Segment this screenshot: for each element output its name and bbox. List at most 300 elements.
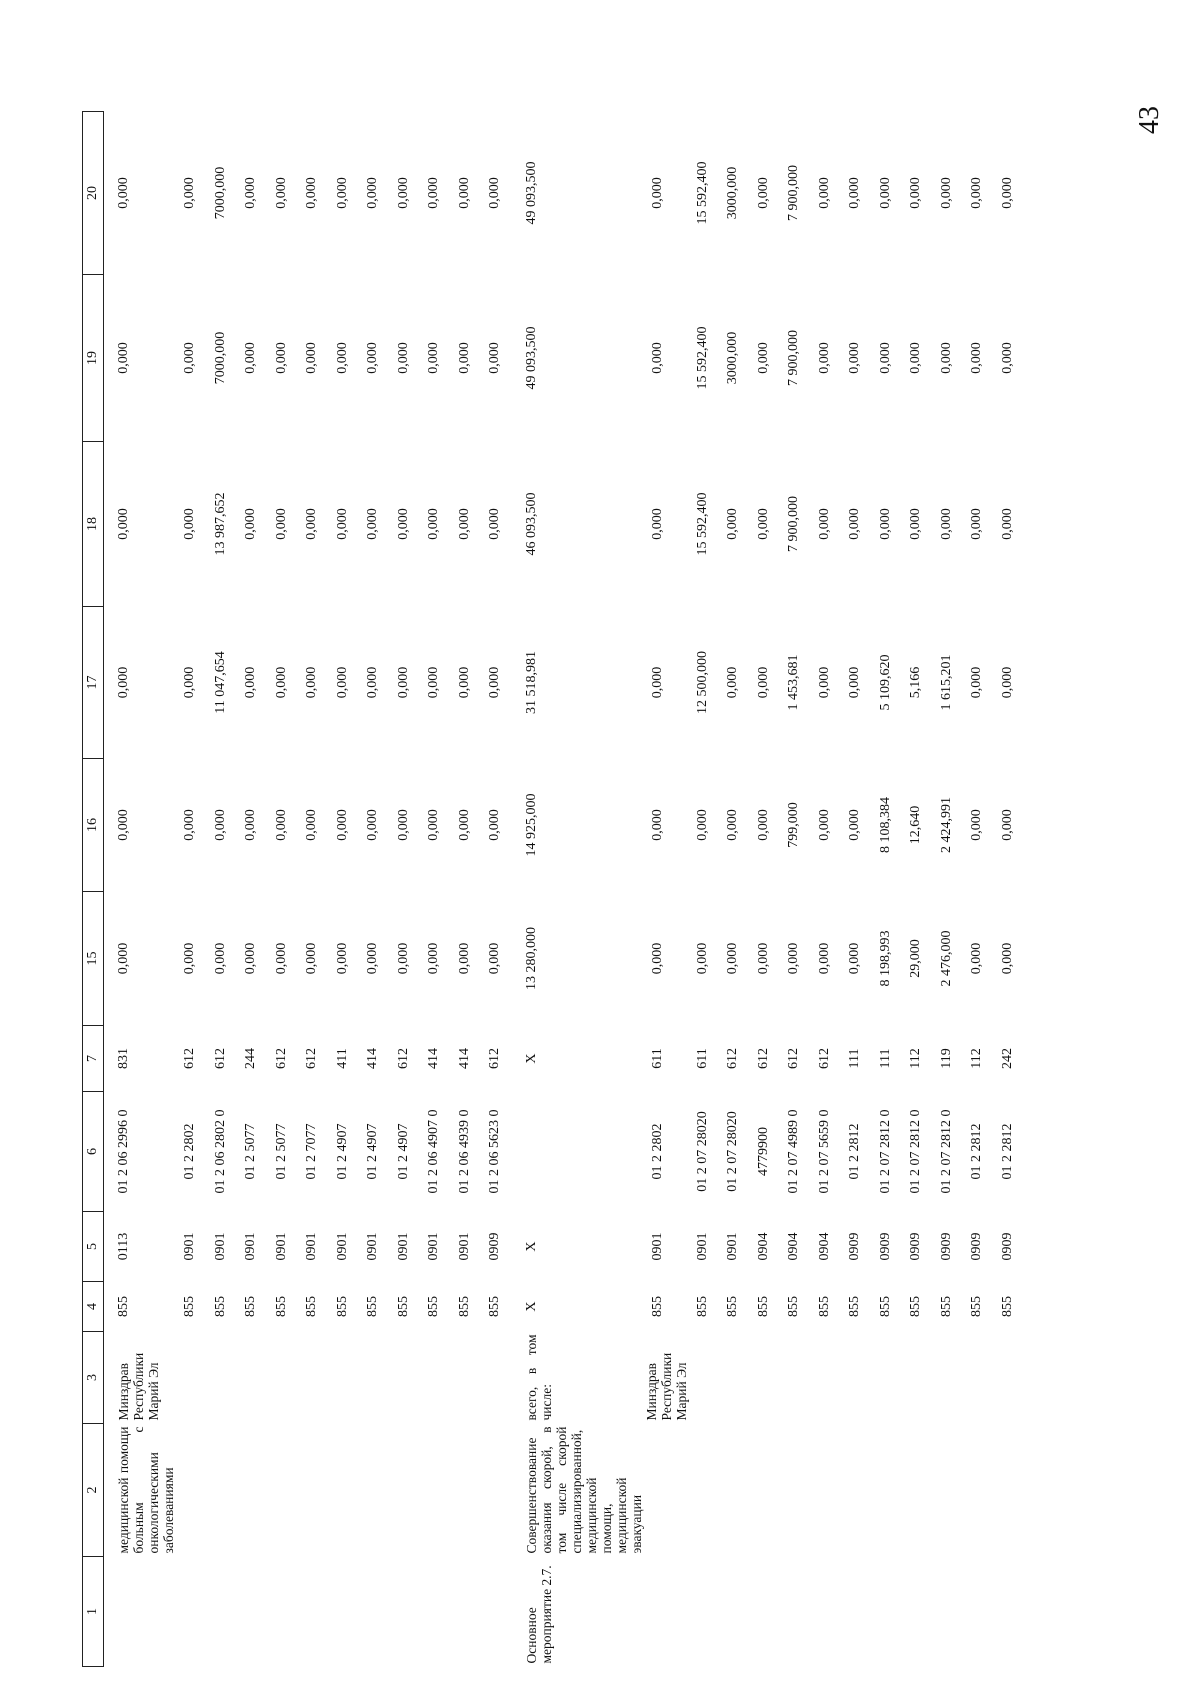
year-16-cell: 14 925,000 [523,793,539,857]
grbs-cell: 855 [116,1296,131,1317]
grbs-cell: 855 [212,1296,228,1317]
column-header: 6 [83,1092,104,1212]
expense-type-cell: 612 [786,1048,801,1069]
header-row [83,112,104,1667]
column-header: 5 [83,1212,104,1282]
executor-cell [933,1332,964,1424]
grbs-cell: 855 [938,1296,954,1317]
year-16-cell: 0,000 [755,809,771,841]
year-17-cell: 5,166 [908,666,923,699]
description-cell [329,1424,360,1557]
activity-cell [780,1557,811,1667]
year-17-cell: 0,000 [969,666,984,699]
activity-cell [237,1557,268,1667]
year-17-cell: 12 500,000 [694,651,710,714]
target-article-cell: 01 2 06 4907 0 [426,1109,441,1194]
table-row [750,112,781,1667]
target-article-cell: 01 2 2812 [969,1123,984,1180]
year-18-cell: 0,000 [847,508,862,540]
year-16-cell: 2 424,991 [938,797,954,853]
year-18-cell: 0,000 [182,508,197,540]
year-17-cell: 0,000 [334,666,350,699]
year-19-cell: 0,000 [334,342,350,374]
year-15-cell: 0,000 [999,942,1015,975]
description-cell: Совершенствование оказания скорой, в том числе скорой специализированной, медицинской помощи, медицинской эвакуации [523,1426,644,1554]
year-19-cell: 0,000 [365,342,380,374]
activity-cell [298,1557,329,1667]
executor-cell: Минздрав Республики Марий Эл [643,1352,689,1421]
section-cell: 0901 [725,1232,740,1261]
column-header: 3 [83,1332,104,1424]
year-17-cell: 11 047,654 [212,651,228,714]
executor-cell [811,1332,842,1424]
year-19-cell: 0,000 [847,342,862,374]
year-16-cell: 0,000 [725,809,740,841]
year-16-cell: 0,000 [334,809,350,841]
executor-cell [963,1332,994,1424]
column-header: 4 [83,1282,104,1332]
year-18-cell: 0,000 [395,508,411,540]
executor-cell [451,1332,482,1424]
activity-cell: Основное мероприятие 2.7. [523,1565,554,1664]
table-row [268,112,299,1667]
year-15-cell: 0,000 [395,942,411,975]
activity-cell [994,1557,1025,1667]
year-17-cell: 0,000 [365,666,380,699]
year-16-cell: 0,000 [212,809,228,841]
year-19-cell: 0,000 [908,342,923,374]
year-20-cell: 0,000 [243,177,258,209]
year-20-cell: 0,000 [969,177,984,209]
year-15-cell: 0,000 [755,942,771,975]
year-17-cell: 31 518,981 [523,651,539,714]
year-20-cell: 0,000 [877,177,893,209]
year-18-cell: 0,000 [755,508,771,540]
year-19-cell: 0,000 [487,342,502,374]
executor-cell [298,1332,329,1424]
expense-type-cell: 612 [755,1048,771,1069]
description-cell [451,1424,482,1557]
expense-type-cell: 831 [116,1048,131,1069]
target-article-cell: 01 2 06 2996 0 [116,1109,131,1194]
year-20-cell: 0,000 [116,177,131,209]
year-19-cell: 0,000 [755,342,771,374]
year-20-cell: 0,000 [456,177,472,209]
column-header: 17 [83,607,104,759]
year-16-cell: 0,000 [816,809,832,841]
year-19-cell: 0,000 [395,342,411,374]
grbs-cell: 855 [694,1296,710,1317]
expense-type-cell: 612 [487,1048,502,1069]
table-row [994,112,1025,1667]
expense-type-cell: 111 [847,1048,862,1069]
executor-cell [329,1332,360,1424]
year-17-cell: 0,000 [273,666,289,699]
description-cell [750,1424,781,1557]
description-cell [420,1424,451,1557]
year-19-cell: 0,000 [938,342,954,374]
grbs-cell: 855 [649,1296,665,1317]
year-16-cell: 0,000 [456,809,472,841]
year-15-cell: 0,000 [816,942,832,975]
year-17-cell: 0,000 [395,666,411,699]
activity-cell [359,1557,390,1667]
table-row [780,112,811,1667]
year-19-cell: 0,000 [649,342,665,374]
target-article-cell: 01 2 2812 [999,1123,1015,1180]
table-row [933,112,964,1667]
description-cell [872,1424,903,1557]
description-cell [176,1424,207,1557]
year-17-cell: 0,000 [182,666,197,699]
year-18-cell: 0,000 [334,508,350,540]
target-article-cell: 01 2 4907 [365,1123,380,1180]
year-16-cell: 0,000 [649,809,665,841]
expense-type-cell: 119 [938,1048,954,1069]
column-header: 15 [83,892,104,1026]
expense-type-cell: 612 [395,1048,411,1069]
year-15-cell: 0,000 [365,942,380,975]
expense-type-cell: 242 [999,1048,1015,1069]
activity-cell [963,1557,994,1667]
grbs-cell: 855 [999,1296,1015,1317]
target-article-cell: 4779900 [755,1127,771,1176]
table-body [104,112,1025,1667]
year-20-cell: 15 592,400 [694,161,710,225]
activity-cell [841,1557,872,1667]
description-cell [689,1424,720,1557]
grbs-cell: 855 [877,1296,893,1317]
target-article-cell: 01 2 07 2812 0 [938,1109,954,1194]
column-header: 18 [83,442,104,607]
section-cell: 0909 [938,1232,954,1261]
activity-cell [420,1557,451,1667]
activity-cell [933,1557,964,1667]
executor-cell [176,1332,207,1424]
activity-cell [481,1557,512,1667]
year-19-cell: 0,000 [969,342,984,374]
table-row [481,112,512,1667]
executor-cell [994,1332,1025,1424]
year-15-cell: 2 476,000 [938,930,954,987]
activity-cell [268,1557,299,1667]
target-article-cell: 01 2 2802 [182,1123,197,1180]
activity-cell [329,1557,360,1667]
year-20-cell: 0,000 [273,177,289,209]
column-header: 2 [83,1424,104,1557]
target-article-cell: 01 2 2812 [847,1123,862,1180]
description-cell [933,1424,964,1557]
year-18-cell: 15 592,400 [694,492,710,556]
grbs-cell: X [523,1301,539,1312]
year-15-cell: 0,000 [456,942,472,975]
year-19-cell: 0,000 [116,342,131,374]
year-17-cell: 0,000 [847,666,862,699]
grbs-cell: 855 [456,1296,472,1317]
table-row [104,112,177,1667]
year-16-cell: 0,000 [999,809,1015,841]
grbs-cell: 855 [969,1296,984,1317]
activity-cell [902,1557,933,1667]
executor-cell [420,1332,451,1424]
section-cell: 0909 [999,1232,1015,1261]
section-cell: 0901 [426,1232,441,1261]
table-row [207,112,238,1667]
description-cell [237,1424,268,1557]
column-header: 7 [83,1026,104,1092]
executor-cell [359,1332,390,1424]
grbs-cell: 855 [304,1296,319,1317]
section-cell: 0904 [755,1232,771,1261]
table-row [420,112,451,1667]
year-15-cell: 29,000 [908,939,923,978]
section-cell: 0909 [908,1232,923,1261]
section-cell: X [523,1241,539,1252]
grbs-cell: 855 [334,1296,350,1317]
target-article-cell: 01 2 06 4939 0 [456,1109,472,1194]
year-15-cell: 0,000 [649,942,665,975]
year-15-cell: 0,000 [426,942,441,975]
year-19-cell: 49 093,500 [523,326,539,390]
table-row [644,112,689,1667]
year-15-cell: 0,000 [334,942,350,975]
activity-cell [390,1557,421,1667]
section-cell: 0904 [816,1232,832,1261]
column-header: 16 [83,759,104,892]
target-article-cell: 01 2 2802 [649,1123,665,1180]
section-cell: 0901 [395,1232,411,1261]
year-16-cell: 0,000 [273,809,289,841]
year-17-cell: 5 109,620 [877,654,893,711]
activity-cell [689,1557,720,1667]
grbs-cell: 855 [273,1296,289,1317]
description-cell [719,1424,750,1557]
year-15-cell: 0,000 [847,942,862,975]
table-row [841,112,872,1667]
year-20-cell: 0,000 [365,177,380,209]
year-19-cell: 0,000 [426,342,441,374]
grbs-cell: 855 [365,1296,380,1317]
year-15-cell: 13 280,000 [523,927,539,990]
executor-cell [207,1332,238,1424]
year-15-cell: 0,000 [212,942,228,975]
year-20-cell: 7000,000 [212,166,228,220]
expense-type-cell: 612 [816,1048,832,1069]
year-15-cell: 0,000 [273,942,289,975]
year-20-cell: 0,000 [847,177,862,209]
section-cell: 0901 [182,1232,197,1261]
year-16-cell: 0,000 [395,809,411,841]
activity-cell [207,1557,238,1667]
target-article-cell: 01 2 07 2812 0 [908,1109,923,1194]
year-16-cell: 0,000 [243,809,258,841]
target-article-cell: 01 2 07 4989 0 [786,1109,801,1194]
section-cell: 0901 [243,1232,258,1261]
year-18-cell: 0,000 [456,508,472,540]
year-17-cell: 0,000 [243,666,258,699]
table-row [512,112,644,1667]
year-16-cell: 0,000 [116,809,131,841]
table-row [176,112,207,1667]
executor-cell [268,1332,299,1424]
column-header: 1 [83,1557,104,1667]
year-16-cell: 0,000 [694,809,710,841]
year-19-cell: 3000,000 [725,331,740,385]
activity-cell [750,1557,781,1667]
year-19-cell: 7000,000 [212,331,228,385]
description-cell [841,1424,872,1557]
executor-cell [719,1332,750,1424]
section-cell: 0901 [694,1232,710,1261]
year-18-cell: 0,000 [908,508,923,540]
table-row [719,112,750,1667]
expense-type-cell: 612 [304,1048,319,1069]
year-19-cell: 0,000 [243,342,258,374]
target-article-cell [512,1092,644,1212]
target-article-cell: 01 2 06 2802 0 [212,1109,228,1194]
year-18-cell: 0,000 [969,508,984,540]
description-cell [298,1424,329,1557]
description-cell [963,1424,994,1557]
year-20-cell: 0,000 [304,177,319,209]
year-17-cell: 0,000 [456,666,472,699]
activity-cell [719,1557,750,1667]
section-cell: 0904 [786,1232,801,1261]
year-19-cell: 0,000 [877,342,893,374]
target-article-cell: 01 2 07 2812 0 [877,1109,893,1194]
description-cell [644,1424,689,1557]
executor-cell: Минздрав Республики Марий Эл [116,1352,161,1421]
activity-cell [644,1557,689,1667]
description-cell [207,1424,238,1557]
year-18-cell: 46 093,500 [523,492,539,556]
year-16-cell: 0,000 [847,809,862,841]
year-17-cell: 0,000 [649,666,665,699]
year-17-cell: 0,000 [725,666,740,699]
grbs-cell: 855 [243,1296,258,1317]
year-20-cell: 0,000 [908,177,923,209]
year-17-cell: 0,000 [999,666,1015,699]
table-row [298,112,329,1667]
executor-cell [481,1332,512,1424]
section-cell: 0901 [212,1232,228,1261]
table-row [329,112,360,1667]
target-article-cell: 01 2 7077 [304,1123,319,1180]
year-18-cell: 0,000 [426,508,441,540]
table-row [237,112,268,1667]
description-cell [994,1424,1025,1557]
year-16-cell: 0,000 [969,809,984,841]
grbs-cell: 855 [395,1296,411,1317]
section-cell: 0901 [365,1232,380,1261]
description-cell [902,1424,933,1557]
expense-type-cell: 414 [456,1048,472,1069]
grbs-cell: 855 [426,1296,441,1317]
executor-cell [902,1332,933,1424]
year-20-cell: 0,000 [649,177,665,209]
year-17-cell: 0,000 [755,666,771,699]
year-20-cell: 0,000 [182,177,197,209]
section-cell: 0909 [877,1232,893,1261]
expense-type-cell: 112 [908,1048,923,1069]
year-17-cell: 1 615,201 [938,654,954,711]
year-20-cell: 0,000 [816,177,832,209]
year-18-cell: 13 987,652 [212,492,228,556]
section-cell: 0909 [969,1232,984,1261]
year-19-cell: 7 900,000 [786,330,801,386]
target-article-cell: 01 2 4907 [334,1123,350,1180]
expense-type-cell: 612 [212,1048,228,1069]
expense-type-cell: 411 [334,1048,350,1069]
year-20-cell: 0,000 [938,177,954,209]
executor-cell [689,1332,720,1424]
description-cell: медицинской помощи больным с онкологическими заболеваниями [116,1426,176,1554]
year-15-cell: 0,000 [116,942,131,975]
year-18-cell: 0,000 [649,508,665,540]
target-article-cell: 01 2 5077 [243,1123,258,1180]
year-20-cell: 7 900,000 [786,165,801,221]
page-number: 43 [1134,106,1165,134]
grbs-cell: 855 [182,1296,197,1317]
year-16-cell: 0,000 [487,809,502,841]
expense-type-cell: 414 [365,1048,380,1069]
year-19-cell: 0,000 [182,342,197,374]
year-17-cell: 0,000 [426,666,441,699]
expense-type-cell: 611 [649,1048,665,1069]
year-15-cell: 0,000 [786,942,801,975]
target-article-cell: 01 2 07 5659 0 [816,1109,832,1194]
activity-cell [872,1557,903,1667]
year-18-cell: 0,000 [116,508,131,540]
section-cell: 0113 [116,1232,131,1261]
section-cell: 0909 [487,1232,502,1261]
section-cell: 0901 [334,1232,350,1261]
year-16-cell: 0,000 [426,809,441,841]
executor-cell: всего, в том числе: [523,1334,554,1421]
expense-type-cell: 414 [426,1048,441,1069]
year-17-cell: 1 453,681 [786,654,801,711]
year-16-cell: 12,640 [908,805,923,845]
year-16-cell: 0,000 [304,809,319,841]
activity-cell [104,1557,177,1667]
expense-type-cell: 611 [694,1048,710,1069]
year-15-cell: 0,000 [487,942,502,975]
year-20-cell: 0,000 [395,177,411,209]
year-20-cell: 0,000 [999,177,1015,209]
grbs-cell: 855 [786,1296,801,1317]
grbs-cell: 855 [908,1296,923,1317]
description-cell [390,1424,421,1557]
expense-type-cell: X [523,1053,539,1064]
expense-type-cell: 111 [877,1048,893,1069]
year-18-cell: 0,000 [725,508,740,540]
table-row [390,112,421,1667]
expense-type-cell: 244 [243,1048,258,1069]
table-row [902,112,933,1667]
year-18-cell: 0,000 [273,508,289,540]
year-17-cell: 0,000 [487,666,502,699]
year-19-cell: 0,000 [456,342,472,374]
table-row [872,112,903,1667]
section-cell: 0909 [847,1232,862,1261]
year-16-cell: 0,000 [182,809,197,841]
year-15-cell: 0,000 [304,942,319,975]
year-20-cell: 3000,000 [725,166,740,220]
rotated-table-sheet [82,112,1182,1667]
expense-type-cell: 612 [725,1048,740,1069]
executor-cell [872,1332,903,1424]
year-20-cell: 49 093,500 [523,161,539,225]
